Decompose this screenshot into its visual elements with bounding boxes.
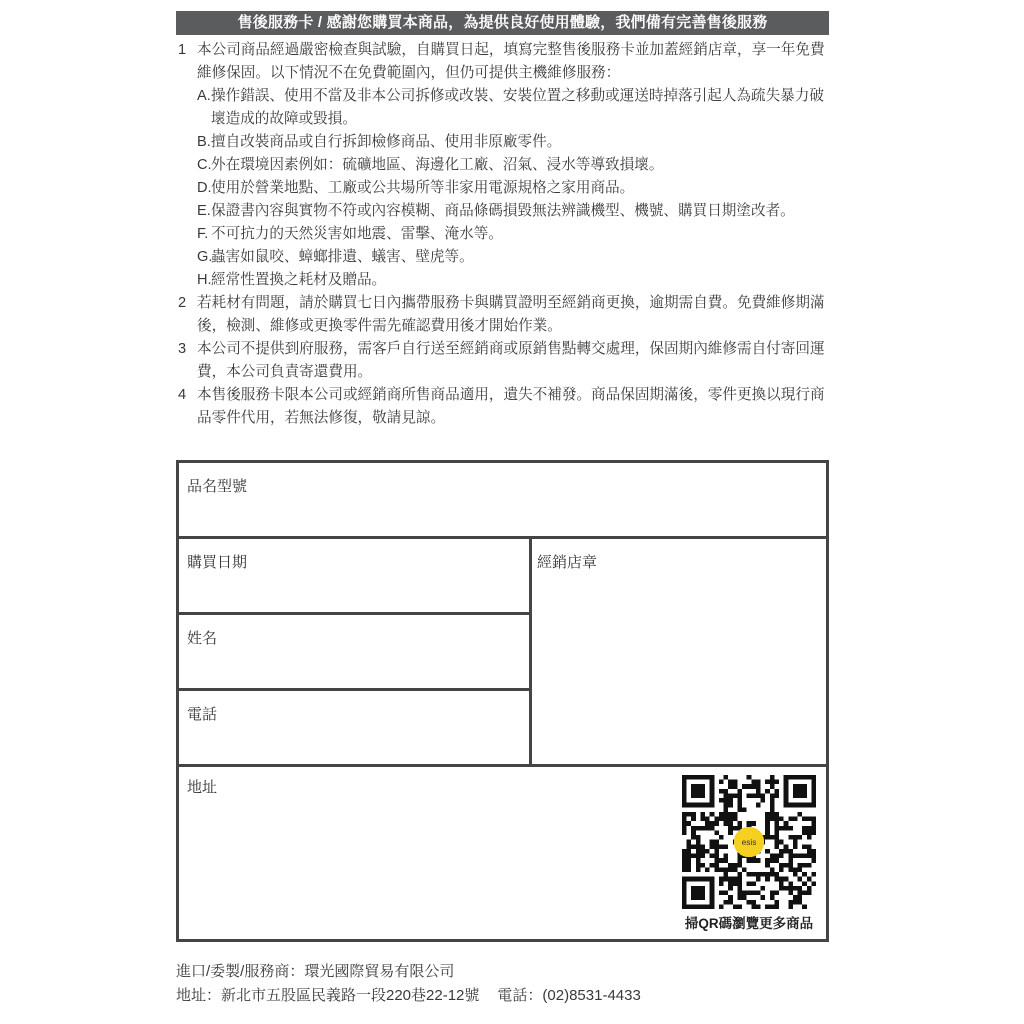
- dealer-stamp-field[interactable]: [529, 539, 826, 767]
- exclusion-item-f: [197, 223, 836, 246]
- phone-label: 電話: [187, 706, 218, 723]
- exclusion-text: 使用於營業地點、工廠或公共場所等非家用電源規格之家用商品。: [211, 180, 635, 196]
- exclusion-item-b: [197, 131, 836, 154]
- exclusion-list: [197, 85, 836, 292]
- address-label: 地址: [187, 779, 218, 796]
- model-field[interactable]: [179, 463, 826, 539]
- purchase-date-label: 購買日期: [187, 554, 248, 571]
- term-text: 本公司商品經過嚴密檢查與試驗，自購買日起，填寫完整售後服務卡並加蓋經銷店章，享一年免費維修保固。以下情況不在免費範圍內，但仍可提供主機維修服務：: [197, 42, 825, 81]
- exclusion-text: 不可抗力的天然災害如地震、雷擊、淹水等。: [211, 226, 503, 242]
- company-phone: 電話：(02)8531-4433: [497, 987, 641, 1004]
- term-number: 3: [178, 341, 187, 357]
- term-item-4: [176, 384, 836, 430]
- term-text: 本售後服務卡限本公司或經銷商所售商品適用，遺失不補發。商品保固期滿後，零件更換以現行商品零件代用，若無法修復，敬請見諒。: [197, 387, 825, 426]
- warranty-form: [176, 460, 829, 942]
- exclusion-item-e: [197, 200, 836, 223]
- exclusion-text: 保證書內容與實物不符或內容模糊、商品條碼損毀無法辨識機型、機號、購買日期塗改者。: [211, 203, 795, 219]
- term-item-2: [176, 292, 836, 338]
- exclusion-item-g: [197, 246, 836, 269]
- exclusion-text: 經常性置換之耗材及贈品。: [211, 272, 387, 288]
- dealer-stamp-label: 經銷店章: [537, 554, 598, 571]
- model-label: 品名型號: [187, 478, 248, 495]
- term-item-1: [176, 39, 836, 292]
- name-field[interactable]: [179, 615, 532, 691]
- card-header-banner: 售後服務卡 / 感謝您購買本商品，為提供良好使用體驗，我們備有完善售後服務: [176, 11, 829, 35]
- exclusion-item-a: [197, 85, 836, 131]
- exclusion-letter: A.: [197, 88, 211, 104]
- qr-code[interactable]: [682, 775, 816, 909]
- exclusion-letter: F.: [197, 226, 209, 242]
- purchase-date-field[interactable]: [179, 539, 532, 615]
- exclusion-text: 擅自改裝商品或自行拆卸檢修商品、使用非原廠零件。: [211, 134, 562, 150]
- term-number: 4: [178, 387, 187, 403]
- exclusion-text: 操作錯誤、使用不當及非本公司拆修或改裝、安裝位置之移動或運送時掉落引起人為疏失暴力破壞造成的故障或毀損。: [211, 88, 824, 127]
- exclusion-letter: G.: [197, 249, 213, 265]
- term-number: 1: [178, 42, 187, 58]
- exclusion-letter: D.: [197, 180, 212, 196]
- company-name: 進口/委製/服務商：環光國際貿易有限公司: [176, 963, 455, 980]
- exclusion-letter: E.: [197, 203, 211, 219]
- name-label: 姓名: [187, 630, 218, 647]
- exclusion-letter: B.: [197, 134, 211, 150]
- company-info: [176, 960, 641, 1008]
- qr-caption: 掃QR碼瀏覽更多商品: [684, 916, 814, 931]
- exclusion-item-h: [197, 269, 836, 292]
- term-text: 本公司不提供到府服務，需客戶自行送至經銷商或原銷售點轉交處理，保固期內維修需自付寄回運費，本公司負責寄還費用。: [197, 341, 825, 380]
- exclusion-letter: C.: [197, 157, 212, 173]
- phone-field[interactable]: [179, 691, 532, 767]
- exclusion-item-c: [197, 154, 836, 177]
- exclusion-item-d: [197, 177, 836, 200]
- company-address: 地址：新北市五股區民義路一段220巷22-12號: [176, 987, 480, 1004]
- warranty-terms: [176, 39, 836, 430]
- qr-logo-text: esis: [741, 837, 757, 848]
- term-text: 若耗材有問題，請於購買七日內攜帶服務卡與購買證明至經銷商更換，逾期需自費。免費維修期滿後，檢測、維修或更換零件需先確認費用後才開始作業。: [197, 295, 825, 334]
- term-number: 2: [178, 295, 187, 311]
- exclusion-letter: H.: [197, 272, 212, 288]
- term-item-3: [176, 338, 836, 384]
- exclusion-text: 外在環境因素例如：硫礦地區、海邊化工廠、沼氣、浸水等導致損壞。: [211, 157, 664, 173]
- exclusion-text: 蟲害如鼠咬、蟑螂排遺、蟻害、壁虎等。: [211, 249, 474, 265]
